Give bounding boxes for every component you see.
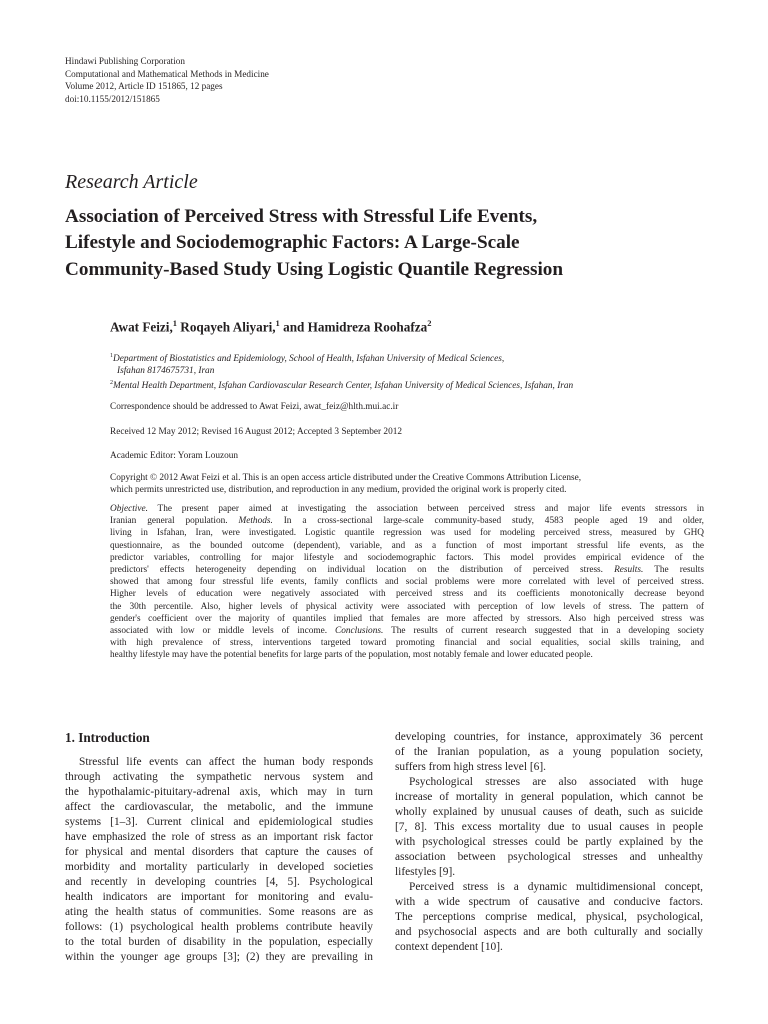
body-line: with a wide spectrum of causative and conducive factors. xyxy=(395,896,703,908)
copyright-notice xyxy=(110,472,702,496)
abstract-text: healthy lifestyle may have the potential benefits for large parts of the population, most notably female and lower educated people. xyxy=(110,650,593,661)
title-line: Community-Based Study Using Logistic Quantile Regression xyxy=(65,258,564,280)
body-line: ating the health status of communities. Some reasons are as xyxy=(65,906,373,918)
affiliation-marker: 1 xyxy=(110,353,113,359)
body-line: association between psychological stresses and unhealthy xyxy=(395,851,703,863)
body-line: follows: (1) psychological health problems contribute heavily xyxy=(65,921,373,933)
body-line: systems [1–3]. Current clinical and epidemiological studies xyxy=(65,816,373,828)
journal-header xyxy=(65,55,269,105)
abstract-text: predictors' effects heterogeneity depending on individual location on the distribution of perceived stress. xyxy=(110,565,615,576)
right-column xyxy=(395,730,703,955)
body-line: through activating the sympathetic nervous system and xyxy=(65,771,373,783)
body-line: Perceived stress is a dynamic multidimensional concept, xyxy=(409,881,703,893)
affiliation-marker: 2 xyxy=(110,380,113,387)
body-line: developing countries, for instance, approximately 36 percent xyxy=(395,731,703,743)
paper-title xyxy=(65,204,715,283)
journal-name: Computational and Mathematical Methods in Medicine xyxy=(65,68,269,79)
abstract-text: The results xyxy=(643,565,704,576)
abstract-text: The results of current research suggested that in a developing society xyxy=(383,626,704,637)
body-line: with psychological stresses could be partly explained by the xyxy=(395,836,703,848)
body-line: context dependent [10]. xyxy=(395,941,503,953)
author-name: and Hamidreza Roohafza xyxy=(279,319,428,335)
affiliation-text: Isfahan 8174675731, Iran xyxy=(117,366,215,377)
abstract-text: showed that among four stressful life events, family conflicts and social problems were more correlated with level of perceived stress. xyxy=(110,577,704,588)
abstract-text: predictor variables, controlling for major lifestyle and sociodemographic factors. This model provides empirical evidence of the xyxy=(110,552,704,563)
author-name: Awat Feizi, xyxy=(110,319,173,335)
copyright-line: which permits unrestricted use, distribution, and reproduction in any medium, provided the original work is properly cited. xyxy=(110,485,567,496)
abstract-label: Methods. xyxy=(238,516,273,527)
volume-info: Volume 2012, Article ID 151865, 12 pages xyxy=(65,81,223,92)
abstract-text: gender's coefficient over the majority of quantiles implied that females are more affected by stressors. Also high perceived stress was xyxy=(110,613,704,624)
body-line: wholly explained by unusual causes of death, such as suicide xyxy=(395,806,703,818)
affiliation-marker: 1 xyxy=(172,318,177,328)
body-line: have emphasized the role of stress as an important risk factor xyxy=(65,831,373,843)
affiliation-text: Department of Biostatistics and Epidemiology, School of Health, Isfahan University of Medical Sciences, xyxy=(113,354,505,365)
abstract-label: Objective. xyxy=(110,504,148,514)
body-line: Stressful life events can affect the human body responds xyxy=(79,756,373,768)
body-line: Psychological stresses are also associated with huge xyxy=(409,776,703,788)
doi: doi:10.1155/2012/151865 xyxy=(65,93,160,104)
article-type: Research Article xyxy=(65,171,198,193)
body-line: of the Iranian population, as a young population society, xyxy=(395,746,703,758)
abstract-text: with high prevalence of stress, interventions targeted toward promoting financial and social equalities, social skills training, and xyxy=(110,638,704,649)
title-line: Association of Perceived Stress with Stressful Life Events, xyxy=(65,206,538,227)
body-line: health indicators are important for monitoring and evalu- xyxy=(65,891,373,903)
body-line: suffers from high stress level [6]. xyxy=(395,761,546,773)
affiliation-text: Mental Health Department, Isfahan Cardiovascular Research Center, Isfahan University of Medical Sciences, Isfahan, Iran xyxy=(113,381,574,392)
title-line: Lifestyle and Sociodemographic Factors: A Large-Scale xyxy=(65,232,520,254)
body-line: The perceptions comprise medical, physical, psychological, xyxy=(395,911,703,923)
article-dates: Received 12 May 2012; Revised 16 August 2012; Accepted 3 September 2012 xyxy=(110,427,403,437)
body-line: and psychosocial aspects and are both culturally and socially xyxy=(395,926,703,938)
abstract-label: Results. xyxy=(614,565,644,576)
left-column xyxy=(65,755,373,965)
abstract-text: The present paper aimed at investigating the association between perceived stress and major life events stressors in xyxy=(147,504,704,514)
academic-editor: Academic Editor: Yoram Louzoun xyxy=(110,451,239,461)
body-line: and recently in developing countries [4, 5]. Psychological xyxy=(65,876,373,888)
correspondence-text: Correspondence should be addressed to Awat Feizi, xyxy=(110,402,304,412)
body-line: morbidity and mortality particularly in developed societies xyxy=(65,861,373,873)
body-line: for physical and mental disorders that capture the causes of xyxy=(65,846,373,858)
body-line: the hypothalamic-pituitary-adrenal axis, which may in turn xyxy=(65,786,373,798)
author-name: Roqayeh Aliyari, xyxy=(177,319,276,335)
correspondence xyxy=(110,402,398,412)
affiliation-marker: 2 xyxy=(427,318,432,328)
abstract-text: the 30th percentile. Also, higher levels of physical activity were associated with perception of low levels of stress. The pattern of xyxy=(110,601,704,612)
abstract-text: Higher levels of education were negatively associated with perceived stress and its coefficients monotonically decrease beyond xyxy=(110,589,704,600)
abstract-text: Iranian general population. xyxy=(110,516,239,527)
abstract-text: associated with low or middle levels of income. xyxy=(110,626,335,637)
abstract-text: questionnaire, as the bounded outcome (dependent), variable, and as a function of most important stressful life events, as the xyxy=(110,540,704,551)
section-heading: 1. Introduction xyxy=(65,730,150,745)
author-list xyxy=(110,318,431,335)
abstract xyxy=(110,503,704,662)
abstract-text: In a cross-sectional large-scale community-based study, 4583 people aged 19 and older, xyxy=(272,516,704,527)
abstract-text: living in Isfahan, Iran, were investigated. Logistic quantile regression was used for modeling perceived stress, measured by GHQ xyxy=(110,528,704,539)
body-line: to the total burden of disability in the population, especially xyxy=(65,936,373,948)
correspondence-email[interactable]: awat_feiz@hlth.mui.ac.ir xyxy=(303,402,399,412)
affiliations xyxy=(110,350,573,392)
publisher-name: Hindawi Publishing Corporation xyxy=(65,56,185,66)
affiliation-marker: 1 xyxy=(275,318,280,328)
body-line: [7, 8]. This excess mortality due to usual causes in people xyxy=(395,821,703,833)
body-line: increase of mortality in general population, which cannot be xyxy=(395,791,703,803)
body-line: lifestyles [9]. xyxy=(395,866,456,878)
body-line: affect the cardiovascular, the metabolic, and the immune xyxy=(65,801,373,813)
abstract-label: Conclusions. xyxy=(335,626,384,637)
copyright-line: Copyright © 2012 Awat Feizi et al. This is an open access article distributed under the Creative Commons Attribution License, xyxy=(110,473,582,483)
body-line: within the younger age groups [3]; (2) they are prevailing in xyxy=(65,951,373,963)
